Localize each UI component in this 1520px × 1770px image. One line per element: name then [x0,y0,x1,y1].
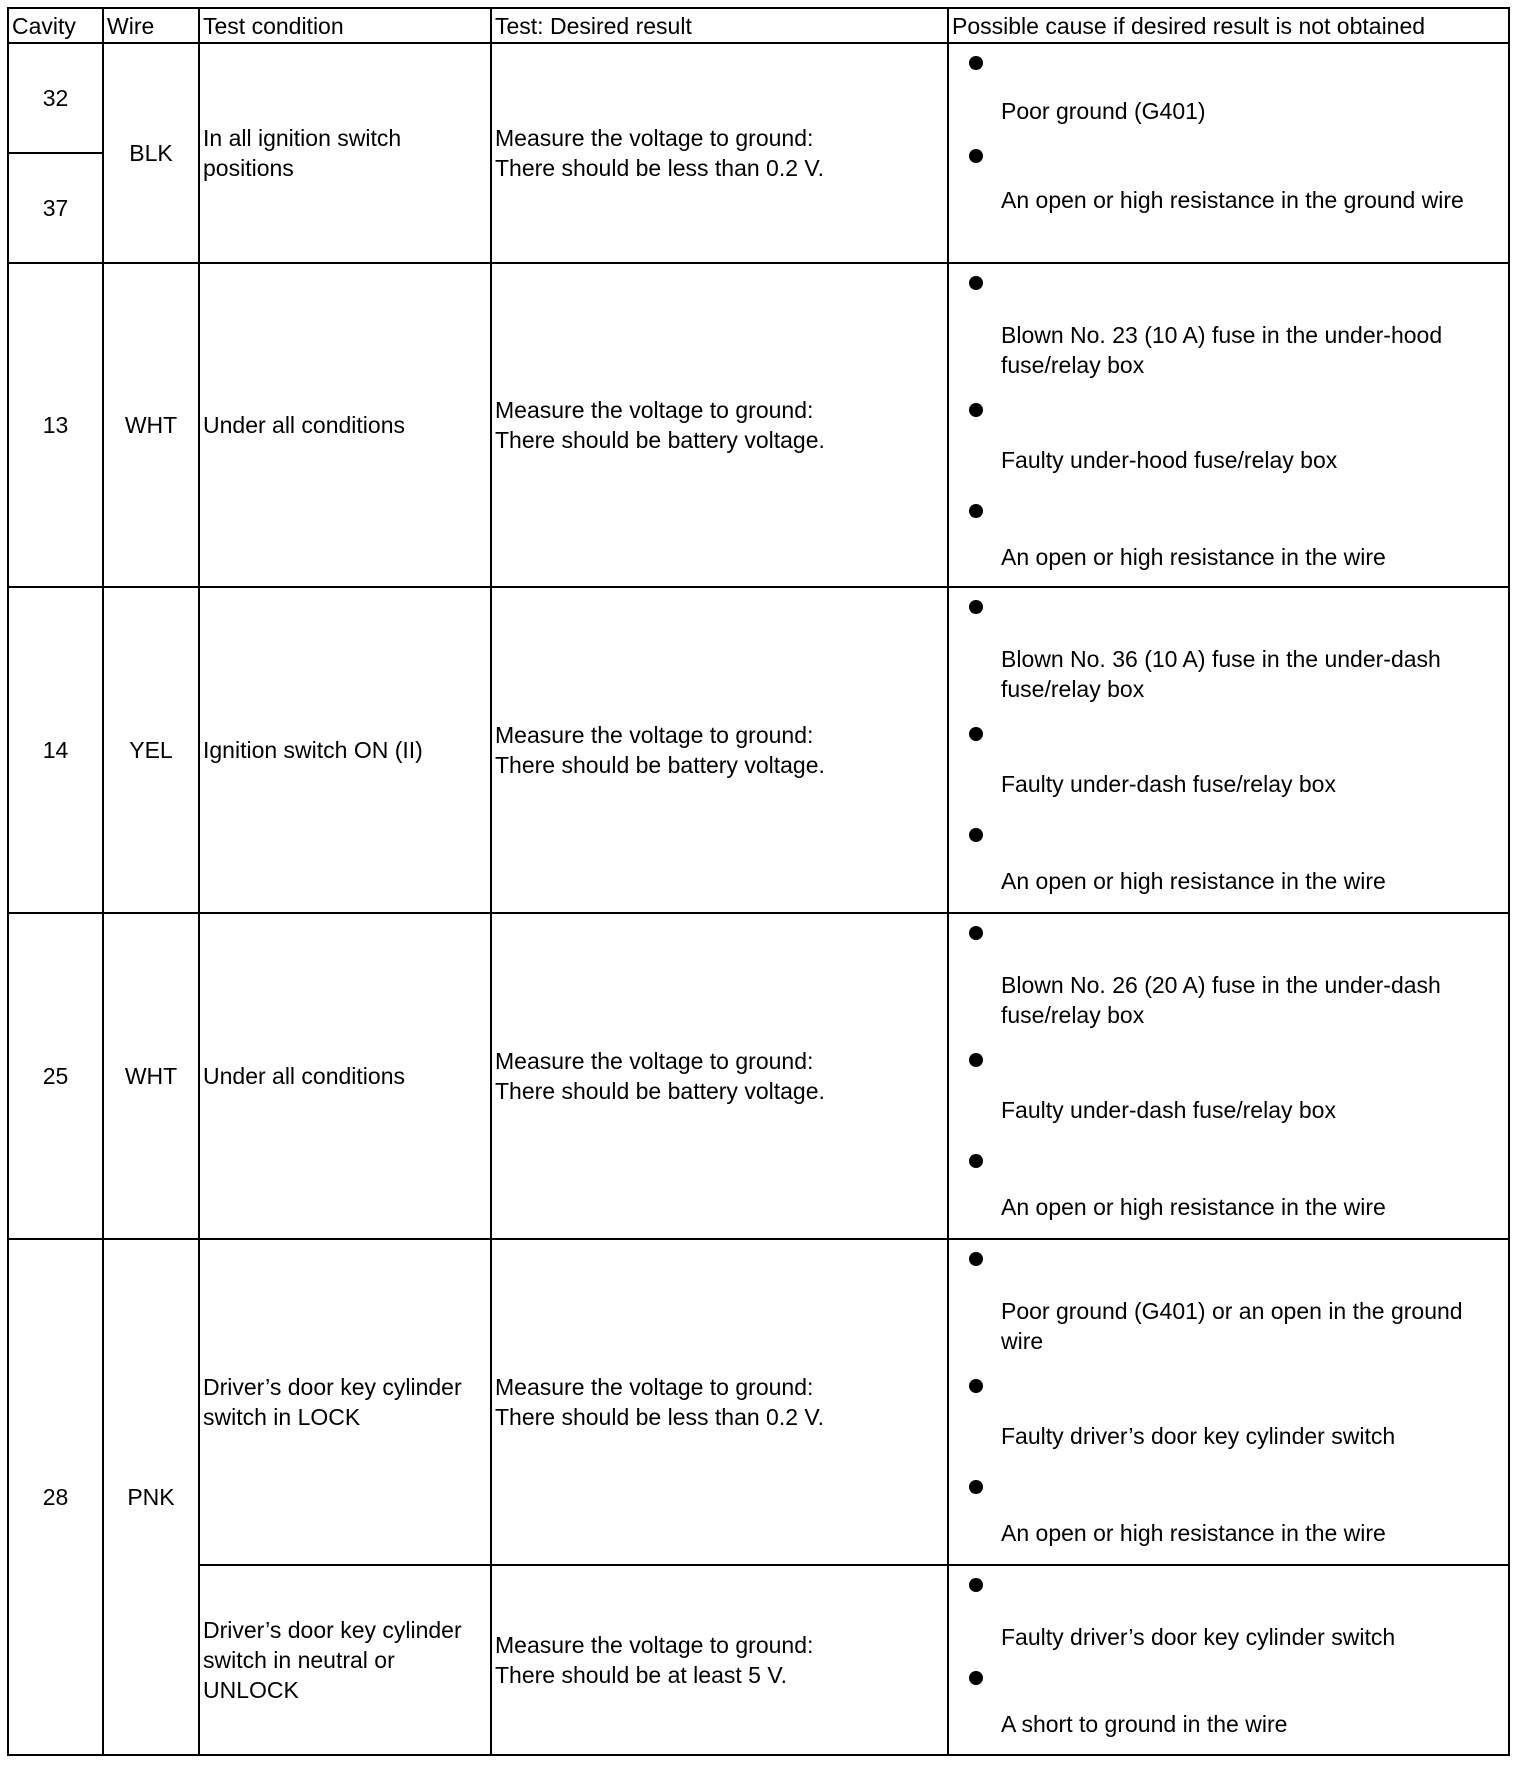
cause-item [949,723,1508,828]
result-cell [491,1565,948,1755]
bullet-icon [969,1671,983,1685]
cavity-cell: 37 [8,153,103,263]
condition-cell: Driver’s door key cylinder switch in LOCK [199,1239,491,1565]
result-line: Measure the voltage to ground: [495,1374,814,1400]
result-line: There should be battery voltage. [495,752,825,778]
cause-item [949,1480,1508,1548]
table-row [8,1565,1509,1755]
result-line: Measure the voltage to ground: [495,1048,814,1074]
bullet-icon [969,56,983,70]
result-line: Measure the voltage to ground: [495,722,814,748]
bullet-icon [969,1480,983,1494]
cause-cell [948,913,1509,1239]
cavity-cell: 28 [8,1239,103,1755]
result-line: There should be less than 0.2 V. [495,155,825,181]
cause-item [949,828,1508,896]
wire-cell: WHT [103,263,199,587]
cause-text: Blown No. 36 (10 A) fuse in the under-dash fuse/relay box [1001,646,1441,702]
cause-text: Faulty under-dash fuse/relay box [1001,771,1336,797]
cause-item [949,149,1508,214]
bullet-icon [969,504,983,518]
bullet-icon [969,926,983,940]
cause-item [949,504,1508,572]
bullet-icon [969,276,983,290]
result-line: Measure the voltage to ground: [495,397,814,423]
cause-item [949,588,1508,723]
header-desired-result: Test: Desired result [491,8,948,43]
cause-item [949,1671,1508,1739]
cavity-cell: 25 [8,913,103,1239]
result-cell [491,913,948,1239]
header-test-condition: Test condition [199,8,491,43]
cavity-cell: 14 [8,587,103,913]
header-wire: Wire [103,8,199,43]
cause-cell [948,1565,1509,1755]
cause-text: An open or high resistance in the ground wire [1001,187,1464,213]
result-cell [491,43,948,263]
result-cell [491,263,948,587]
cause-item [949,1566,1508,1671]
result-cell [491,587,948,913]
cause-cell [948,263,1509,587]
bullet-icon [969,149,983,163]
bullet-icon [969,1252,983,1266]
test-table [7,7,1510,1756]
bullet-icon [969,727,983,741]
cause-text: Faulty under-dash fuse/relay box [1001,1097,1336,1123]
table-row [8,913,1509,1239]
wire-cell: YEL [103,587,199,913]
condition-cell: Ignition switch ON (II) [199,587,491,913]
cause-text: Blown No. 23 (10 A) fuse in the under-hood fuse/relay box [1001,322,1443,378]
header-possible-cause: Possible cause if desired result is not obtained [948,8,1509,43]
cavity-cell: 13 [8,263,103,587]
cause-text: An open or high resistance in the wire [1001,544,1386,570]
result-line: There should be at least 5 V. [495,1662,787,1688]
cause-text: Poor ground (G401) or an open in the ground wire [1001,1298,1463,1354]
cause-text: A short to ground in the wire [1001,1711,1288,1737]
cause-item [949,44,1508,149]
bullet-icon [969,1053,983,1067]
cause-text: Poor ground (G401) [1001,98,1206,124]
wire-cell: BLK [103,43,199,263]
table-row [8,263,1509,587]
cause-text: Faulty under-hood fuse/relay box [1001,447,1338,473]
cause-text: Faulty driver’s door key cylinder switch [1001,1624,1396,1650]
cause-item [949,1154,1508,1222]
header-cavity: Cavity [8,8,103,43]
condition-cell: In all ignition switch positions [199,43,491,263]
result-cell [491,1239,948,1565]
condition-cell: Under all conditions [199,913,491,1239]
cavity-cell: 32 [8,43,103,153]
cause-cell [948,1239,1509,1565]
cause-text: An open or high resistance in the wire [1001,868,1386,894]
cause-cell [948,43,1509,263]
bullet-icon [969,403,983,417]
cause-text: An open or high resistance in the wire [1001,1194,1386,1220]
table-row [8,587,1509,913]
table-row [8,1239,1509,1565]
table-row [8,43,1509,153]
cause-item [949,399,1508,504]
bullet-icon [969,1154,983,1168]
cause-item [949,914,1508,1049]
cause-item [949,264,1508,399]
cause-text: Blown No. 26 (20 A) fuse in the under-dash fuse/relay box [1001,972,1441,1028]
condition-cell: Driver’s door key cylinder switch in neutral or UNLOCK [199,1565,491,1755]
bullet-icon [969,600,983,614]
result-line: Measure the voltage to ground: [495,1632,814,1658]
cause-item [949,1375,1508,1480]
cause-cell [948,587,1509,913]
bullet-icon [969,1578,983,1592]
bullet-icon [969,828,983,842]
cause-text: Faulty driver’s door key cylinder switch [1001,1423,1396,1449]
cause-text: An open or high resistance in the wire [1001,1520,1386,1546]
cause-item [949,1049,1508,1154]
header-row [8,8,1509,43]
bullet-icon [969,1379,983,1393]
result-line: There should be battery voltage. [495,1078,825,1104]
result-line: There should be battery voltage. [495,427,825,453]
condition-cell: Under all conditions [199,263,491,587]
wire-cell: PNK [103,1239,199,1755]
cause-item [949,1240,1508,1375]
result-line: There should be less than 0.2 V. [495,1404,825,1430]
wire-cell: WHT [103,913,199,1239]
result-line: Measure the voltage to ground: [495,125,814,151]
